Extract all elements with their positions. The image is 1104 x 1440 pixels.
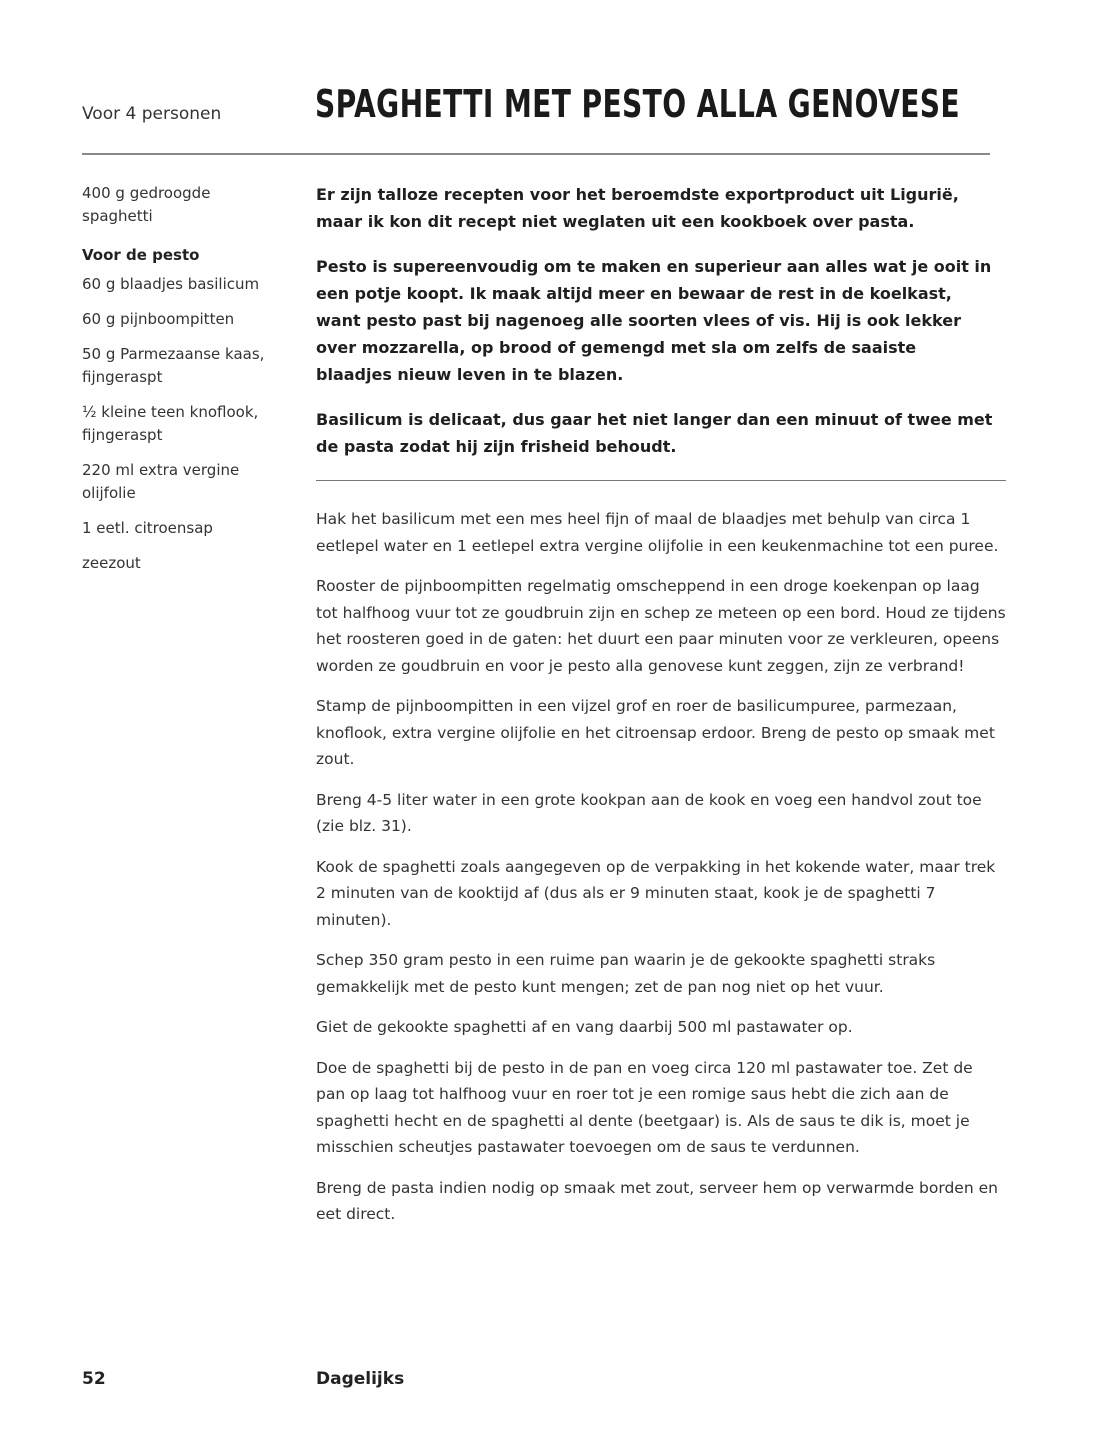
ingredient-item: 1 eetl. citroensap bbox=[82, 519, 213, 537]
intro-paragraph: Pesto is supereenvoudig om te maken en superieur aan alles wat je ooit in een potje koopt. Ik maak altijd meer en bewaar de rest in de koelkast, want pesto past bij nagenoeg alle soorten vlees of vis. Hij is ook lekker over mozzarella, op brood of gemengd met sla om zelfs de saaiste blaadjes nieuw leven in te blazen. bbox=[316, 257, 992, 384]
method-step: Schep 350 gram pesto in een ruime pan waarin je de gekookte spaghetti straks gemakkelijk met de pesto kunt mengen; zet de pan nog niet op het vuur. bbox=[316, 951, 936, 996]
method-step: Giet de gekookte spaghetti af en vang daarbij 500 ml pastawater op. bbox=[316, 1018, 853, 1036]
intro-paragraph: Er zijn talloze recepten voor het beroemdste exportproduct uit Ligurië, maar ik kon dit recept niet weglaten uit een kookboek over pasta. bbox=[316, 185, 959, 231]
ingredient-item: zeezout bbox=[82, 554, 141, 572]
intro-paragraph: Basilicum is delicaat, dus gaar het niet langer dan een minuut of twee met de pasta zodat hij zijn frisheid behoudt. bbox=[316, 410, 993, 456]
ingredients-list bbox=[82, 182, 282, 587]
ingredient-item: 60 g blaadjes basilicum bbox=[82, 275, 260, 293]
ingredient-item: 60 g pijnboompitten bbox=[82, 310, 235, 328]
intro-divider bbox=[316, 480, 1006, 481]
method-step: Breng 4-5 liter water in een grote kookpan aan de kook en voeg een handvol zout toe (zie blz. 31). bbox=[316, 790, 982, 835]
method-step: Stamp de pijnboompitten in een vijzel grof en roer de basilicumpuree, parmezaan, knoflook, extra vergine olijfolie en het citroensap erdoor. Breng de pesto op smaak met zout. bbox=[316, 697, 995, 768]
method-step: Doe de spaghetti bij de pesto in de pan en voeg circa 120 ml pastawater toe. Zet de pan op laag tot halfhoog vuur en roer tot je een romige saus hebt die zich aan de spaghetti hecht en de spaghetti al dente (beetgaar) is. Als de saus te dik is, moet je misschien scheutjes pastawater toevoegen om de saus te verdunnen. bbox=[316, 1058, 973, 1156]
pesto-group-label: Voor de pesto bbox=[82, 246, 200, 264]
method-steps bbox=[316, 506, 1006, 1242]
ingredient-item: 50 g Parmezaanse kaas, fijngeraspt bbox=[82, 345, 265, 386]
ingredient-item: ½ kleine teen knoflook, fijngeraspt bbox=[82, 403, 259, 444]
page-number: 52 bbox=[82, 1369, 106, 1389]
ingredient-item: 220 ml extra vergine olijfolie bbox=[82, 461, 240, 502]
ingredient-item: 400 g gedroogde spaghetti bbox=[82, 184, 211, 225]
method-step: Hak het basilicum met een mes heel fijn of maal de blaadjes met behulp van circa 1 eetlepel water en 1 eetlepel extra vergine olijfolie in een keukenmachine tot een puree. bbox=[316, 510, 999, 555]
method-step: Breng de pasta indien nodig op smaak met zout, serveer hem op verwarmde borden en eet direct. bbox=[316, 1178, 998, 1223]
serves-label: Voor 4 personen bbox=[82, 104, 222, 124]
section-name: Dagelijks bbox=[316, 1369, 405, 1389]
title-divider bbox=[82, 153, 990, 155]
method-step: Rooster de pijnboompitten regelmatig omscheppend in een droge koekenpan op laag tot halfhoog vuur tot ze goudbruin zijn en schep ze meteen op een bord. Houd ze tijdens het roosteren goed in de gaten: het duurt een paar minuten voor ze verkleuren, opeens worden ze goudbruin en voor je pesto alla genovese kunt zeggen, zijn ze verbrand! bbox=[316, 577, 1006, 675]
intro-text bbox=[316, 181, 996, 478]
recipe-title: SPAGHETTI MET PESTO ALLA GENOVESE bbox=[315, 82, 961, 126]
method-step: Kook de spaghetti zoals aangegeven op de verpakking in het kokende water, maar trek 2 minuten van de kooktijd af (dus als er 9 minuten staat, kook je de spaghetti 7 minuten). bbox=[316, 857, 996, 929]
